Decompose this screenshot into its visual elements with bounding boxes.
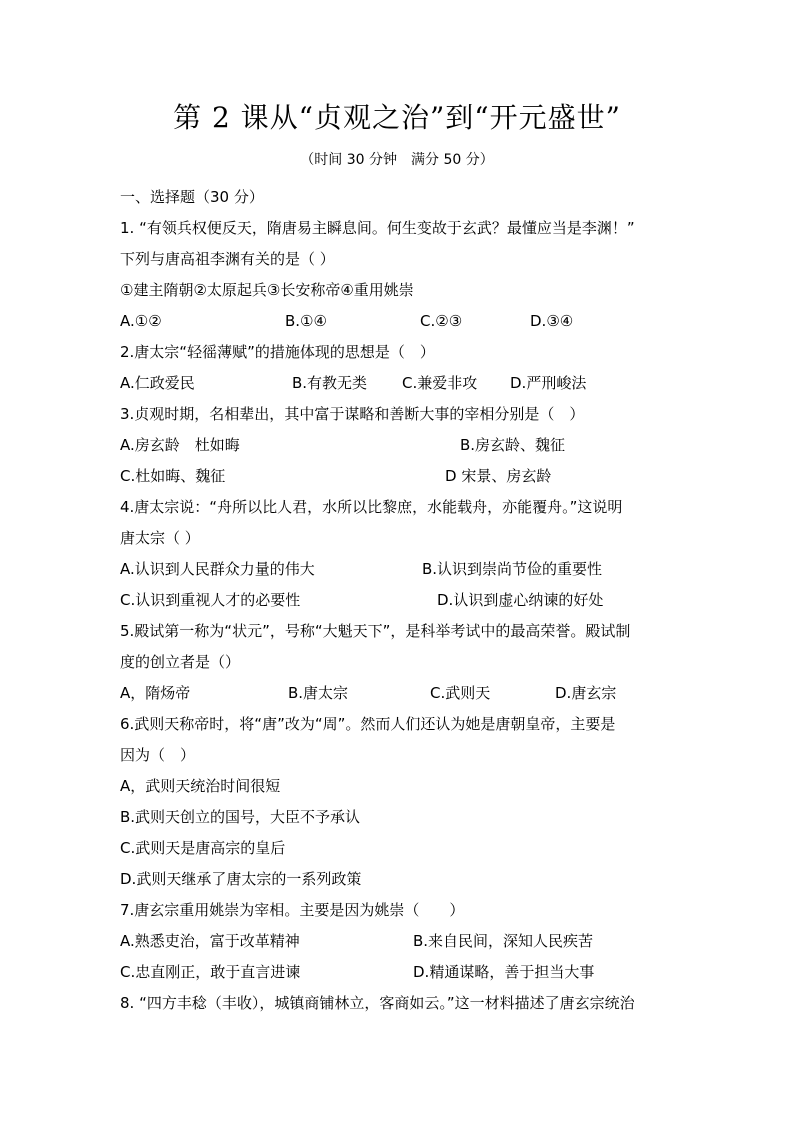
question-1-stem: 1. “有领兵权便反天，隋唐易主瞬息间。何生变故于玄武？最懂应当是李渊！”	[120, 219, 635, 237]
question-4-stem-cont: 唐太宗（ ）	[120, 529, 200, 547]
question-3-stem: 3.贞观时期，名相辈出，其中富于谋略和善断大事的宰相分别是（ ）	[120, 405, 585, 423]
question-1-items: ①建主隋朝②太原起兵③长安称帝④重用姚崇	[120, 281, 414, 299]
question-6-option-c[interactable]: C.武则天是唐高宗的皇后	[120, 839, 286, 857]
question-3-option-c[interactable]: C.杜如晦、魏征	[120, 467, 226, 485]
question-3-option-a[interactable]: A.房玄龄 杜如晦	[120, 436, 240, 454]
question-6-option-d[interactable]: D.武则天继承了唐太宗的一系列政策	[120, 870, 362, 888]
question-7-option-b[interactable]: B.来自民间，深知人民疾苦	[413, 932, 594, 950]
question-1-option-c[interactable]: C.②③	[420, 312, 463, 330]
question-1-option-b[interactable]: B.①④	[285, 312, 327, 330]
question-7-option-a[interactable]: A.熟悉吏治，富于改革精神	[120, 932, 300, 950]
question-5-stem: 5.殿试第一称为“状元”，号称“大魁天下”，是科举考试中的最高荣誉。殿试制	[120, 622, 631, 640]
question-2-option-b[interactable]: B.有教无类	[292, 374, 368, 392]
question-4-option-d[interactable]: D.认识到虚心纳谏的好处	[437, 591, 604, 609]
question-4-option-c[interactable]: C.认识到重视人才的必要性	[120, 591, 301, 609]
section-heading: 一、选择题（30 分）	[120, 188, 264, 206]
question-1-option-d[interactable]: D.③④	[530, 312, 574, 330]
question-5-stem-cont: 度的创立者是（）	[120, 653, 241, 671]
question-8-stem: 8. “四方丰稔（丰收），城镇商铺林立，客商如云。”这一材料描述了唐玄宗统治	[120, 994, 635, 1012]
question-2-option-d[interactable]: D.严刑峻法	[510, 374, 587, 392]
question-7-option-c[interactable]: C.忠直刚正，敢于直言进谏	[120, 963, 301, 981]
question-5-option-a[interactable]: A，隋炀帝	[120, 684, 191, 702]
question-6-stem: 6.武则天称帝时，将“唐”改为“周”。然而人们还认为她是唐朝皇帝，主要是	[120, 715, 616, 733]
question-5-option-b[interactable]: B.唐太宗	[288, 684, 349, 702]
question-5-option-c[interactable]: C.武则天	[430, 684, 491, 702]
question-6-stem-cont: 因为（ ）	[120, 746, 196, 764]
question-7-stem: 7.唐玄宗重用姚崇为宰相。主要是因为姚崇（ ）	[120, 901, 465, 919]
question-6-option-b[interactable]: B.武则天创立的国号，大臣不予承认	[120, 808, 361, 826]
question-2-option-a[interactable]: A.仁政爱民	[120, 374, 195, 392]
question-1-stem-cont: 下列与唐高祖李渊有关的是（ ）	[120, 250, 335, 268]
question-4-option-b[interactable]: B.认识到崇尚节俭的重要性	[422, 560, 603, 578]
exam-time-score: （时间 30 分钟 满分 50 分）	[300, 152, 494, 168]
question-2-stem: 2.唐太宗“轻徭薄赋”的措施体现的思想是（ ）	[120, 343, 435, 361]
page-title: 第 2 课从“贞观之治”到“开元盛世”	[173, 101, 621, 134]
question-6-option-a[interactable]: A，武则天统治时间很短	[120, 777, 281, 795]
question-7-option-d[interactable]: D.精通谋略，善于担当大事	[413, 963, 595, 981]
question-2-option-c[interactable]: C.兼爱非攻	[402, 374, 478, 392]
question-3-option-b[interactable]: B.房玄龄、魏征	[460, 436, 566, 454]
question-4-option-a[interactable]: A.认识到人民群众力量的伟大	[120, 560, 315, 578]
question-5-option-d[interactable]: D.唐玄宗	[555, 684, 617, 702]
question-4-stem: 4.唐太宗说：“舟所以比人君，水所以比黎庶，水能载舟，亦能覆舟。”这说明	[120, 498, 623, 516]
question-1-option-a[interactable]: A.①②	[120, 312, 162, 330]
question-3-option-d[interactable]: D 宋景、房玄龄	[445, 467, 552, 485]
